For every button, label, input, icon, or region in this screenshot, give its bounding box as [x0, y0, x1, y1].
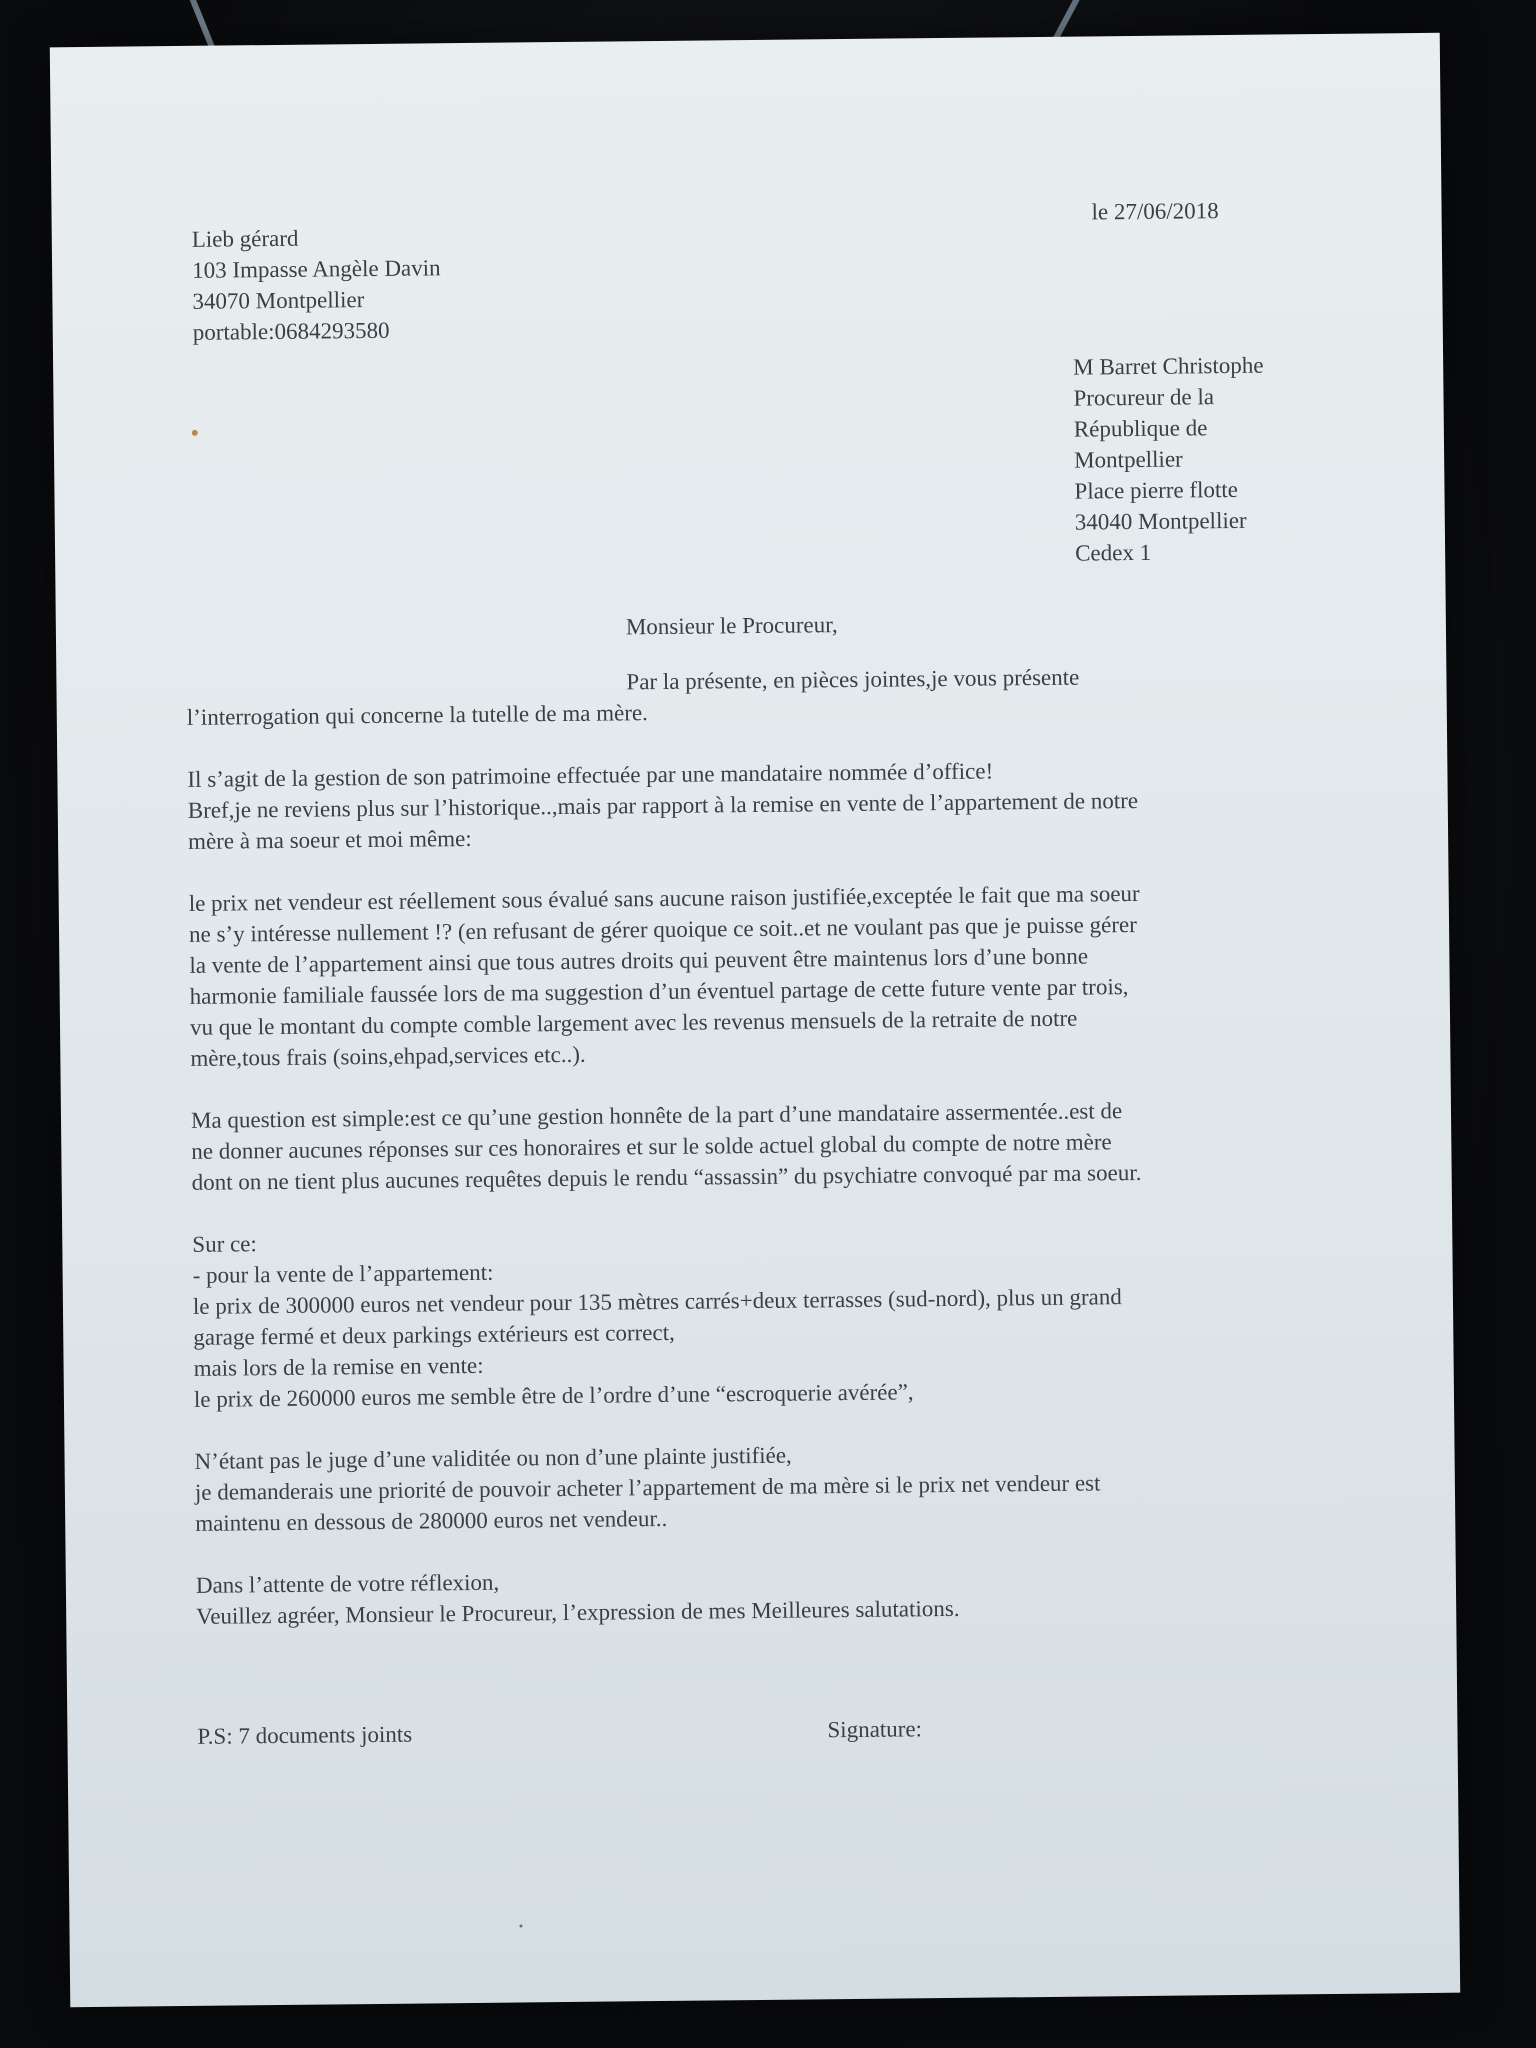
paragraph-question [191, 1093, 1372, 1198]
sender-street: 103 Impasse Angèle Davin [191, 255, 441, 283]
paper-stain [192, 430, 198, 436]
paragraph-intro [186, 659, 1367, 733]
body-line: Dans l’attente de votre réflexion, [195, 1569, 500, 1598]
letter-footer [197, 1709, 1377, 1749]
body-line: dont on ne tient plus aucunes requêtes depuis le rendu “assassin” du psychiatre convoqué par ma soeur. [191, 1159, 1142, 1195]
recipient-line: 34040 Montpellier [1074, 507, 1247, 535]
recipient-line: M Barret Christophe [1073, 352, 1264, 380]
body-line: je demanderais une priorité de pouvoir acheter l’appartement de ma mère si le prix net vendeur est [194, 1470, 1101, 1505]
body-line: l’interrogation qui concerne la tutelle de ma mère. [186, 700, 648, 730]
recipient-address [1073, 348, 1375, 568]
body-line: Veuillez agréer, Monsieur le Procureur, l’expression de mes Meilleures salutations. [196, 1595, 960, 1629]
body-line: mère,tous frais (soins,ehpad,services etc..). [190, 1041, 586, 1071]
signature-label: Signature: [827, 1716, 923, 1743]
paper-mark [519, 1924, 522, 1927]
paragraph-closing [196, 1558, 1377, 1632]
paragraph-sale [192, 1217, 1374, 1415]
body-line: mère à ma soeur et moi même: [187, 825, 472, 854]
sender-phone: portable:0684293580 [192, 317, 390, 345]
paragraph-price-complaint [189, 876, 1371, 1074]
letter-page [50, 33, 1460, 2007]
body-line: Ma question est simple:est ce qu’une gestion honnête de la part d’une mandataire assermentée..est de [190, 1098, 1123, 1133]
salutation: Monsieur le Procureur, [625, 612, 838, 640]
letter-date: le 27/06/2018 [1091, 198, 1219, 225]
body-line: le prix de 260000 euros me semble être de l’ordre d’une “escroquerie avérée”, [193, 1379, 914, 1412]
body-line: harmonie familiale faussée lors de ma suggestion d’un éventuel partage de cette future vente par trois, [189, 974, 1129, 1009]
recipient-line: Place pierre flotte [1074, 476, 1239, 504]
body-line: Il s’agit de la gestion de son patrimoine effectuée par une mandataire nommée d’office! [187, 758, 994, 792]
body-line: - pour la vente de l’appartement: [192, 1259, 494, 1288]
body-line: le prix de 300000 euros net vendeur pour 135 mètres carrés+deux terrasses (sud-nord), plus un grand [192, 1284, 1122, 1319]
sender-address [192, 220, 593, 348]
paragraph-request [194, 1434, 1375, 1539]
body-line: la vente de l’appartement ainsi que tous autres droits qui peuvent être maintenus lors d’une bonne [189, 943, 1089, 978]
recipient-line: République de [1073, 415, 1208, 442]
recipient-line: Cedex 1 [1074, 539, 1152, 566]
sender-city: 34070 Montpellier [192, 287, 365, 314]
body-line: le prix net vendeur est réellement sous évalué sans aucune raison justifiée,exceptée le fait que ma soeur [188, 880, 1140, 916]
body-line: vu que le montant du compte comble largement avec les revenus mensuels de la retraite de notre [189, 1005, 1078, 1040]
body-line: garage fermé et deux parkings extérieurs est correct, [193, 1319, 675, 1350]
sender-name: Lieb gérard [191, 225, 299, 252]
letter-body [186, 659, 1376, 1663]
body-line: ne donner aucunes réponses sur ces honoraires et sur le solde actuel global du compte de notre mère [191, 1129, 1112, 1164]
body-line: Bref,je ne reviens plus sur l’historique..,mais par rapport à la remise en vente de l’appartement de notre [187, 787, 1139, 823]
recipient-line: Procureur de la [1073, 384, 1215, 411]
body-line: ne s’y intéresse nullement !? (en refusant de gérer quoique ce soit..et ne voulant pas que je puisse gérer [188, 911, 1137, 947]
body-line: maintenu en dessous de 280000 euros net vendeur.. [195, 1505, 668, 1536]
body-line: Par la présente, en pièces jointes,je vous présente [626, 664, 1080, 695]
body-line: N’étant pas le juge d’une validitée ou non d’une plainte justifiée, [194, 1442, 792, 1474]
postscript: P.S: 7 documents joints [197, 1721, 413, 1749]
body-line: Sur ce: [192, 1231, 257, 1257]
recipient-line: Montpellier [1074, 446, 1183, 473]
body-line: mais lors de la remise en vente: [193, 1352, 484, 1381]
paragraph-context [187, 752, 1368, 857]
